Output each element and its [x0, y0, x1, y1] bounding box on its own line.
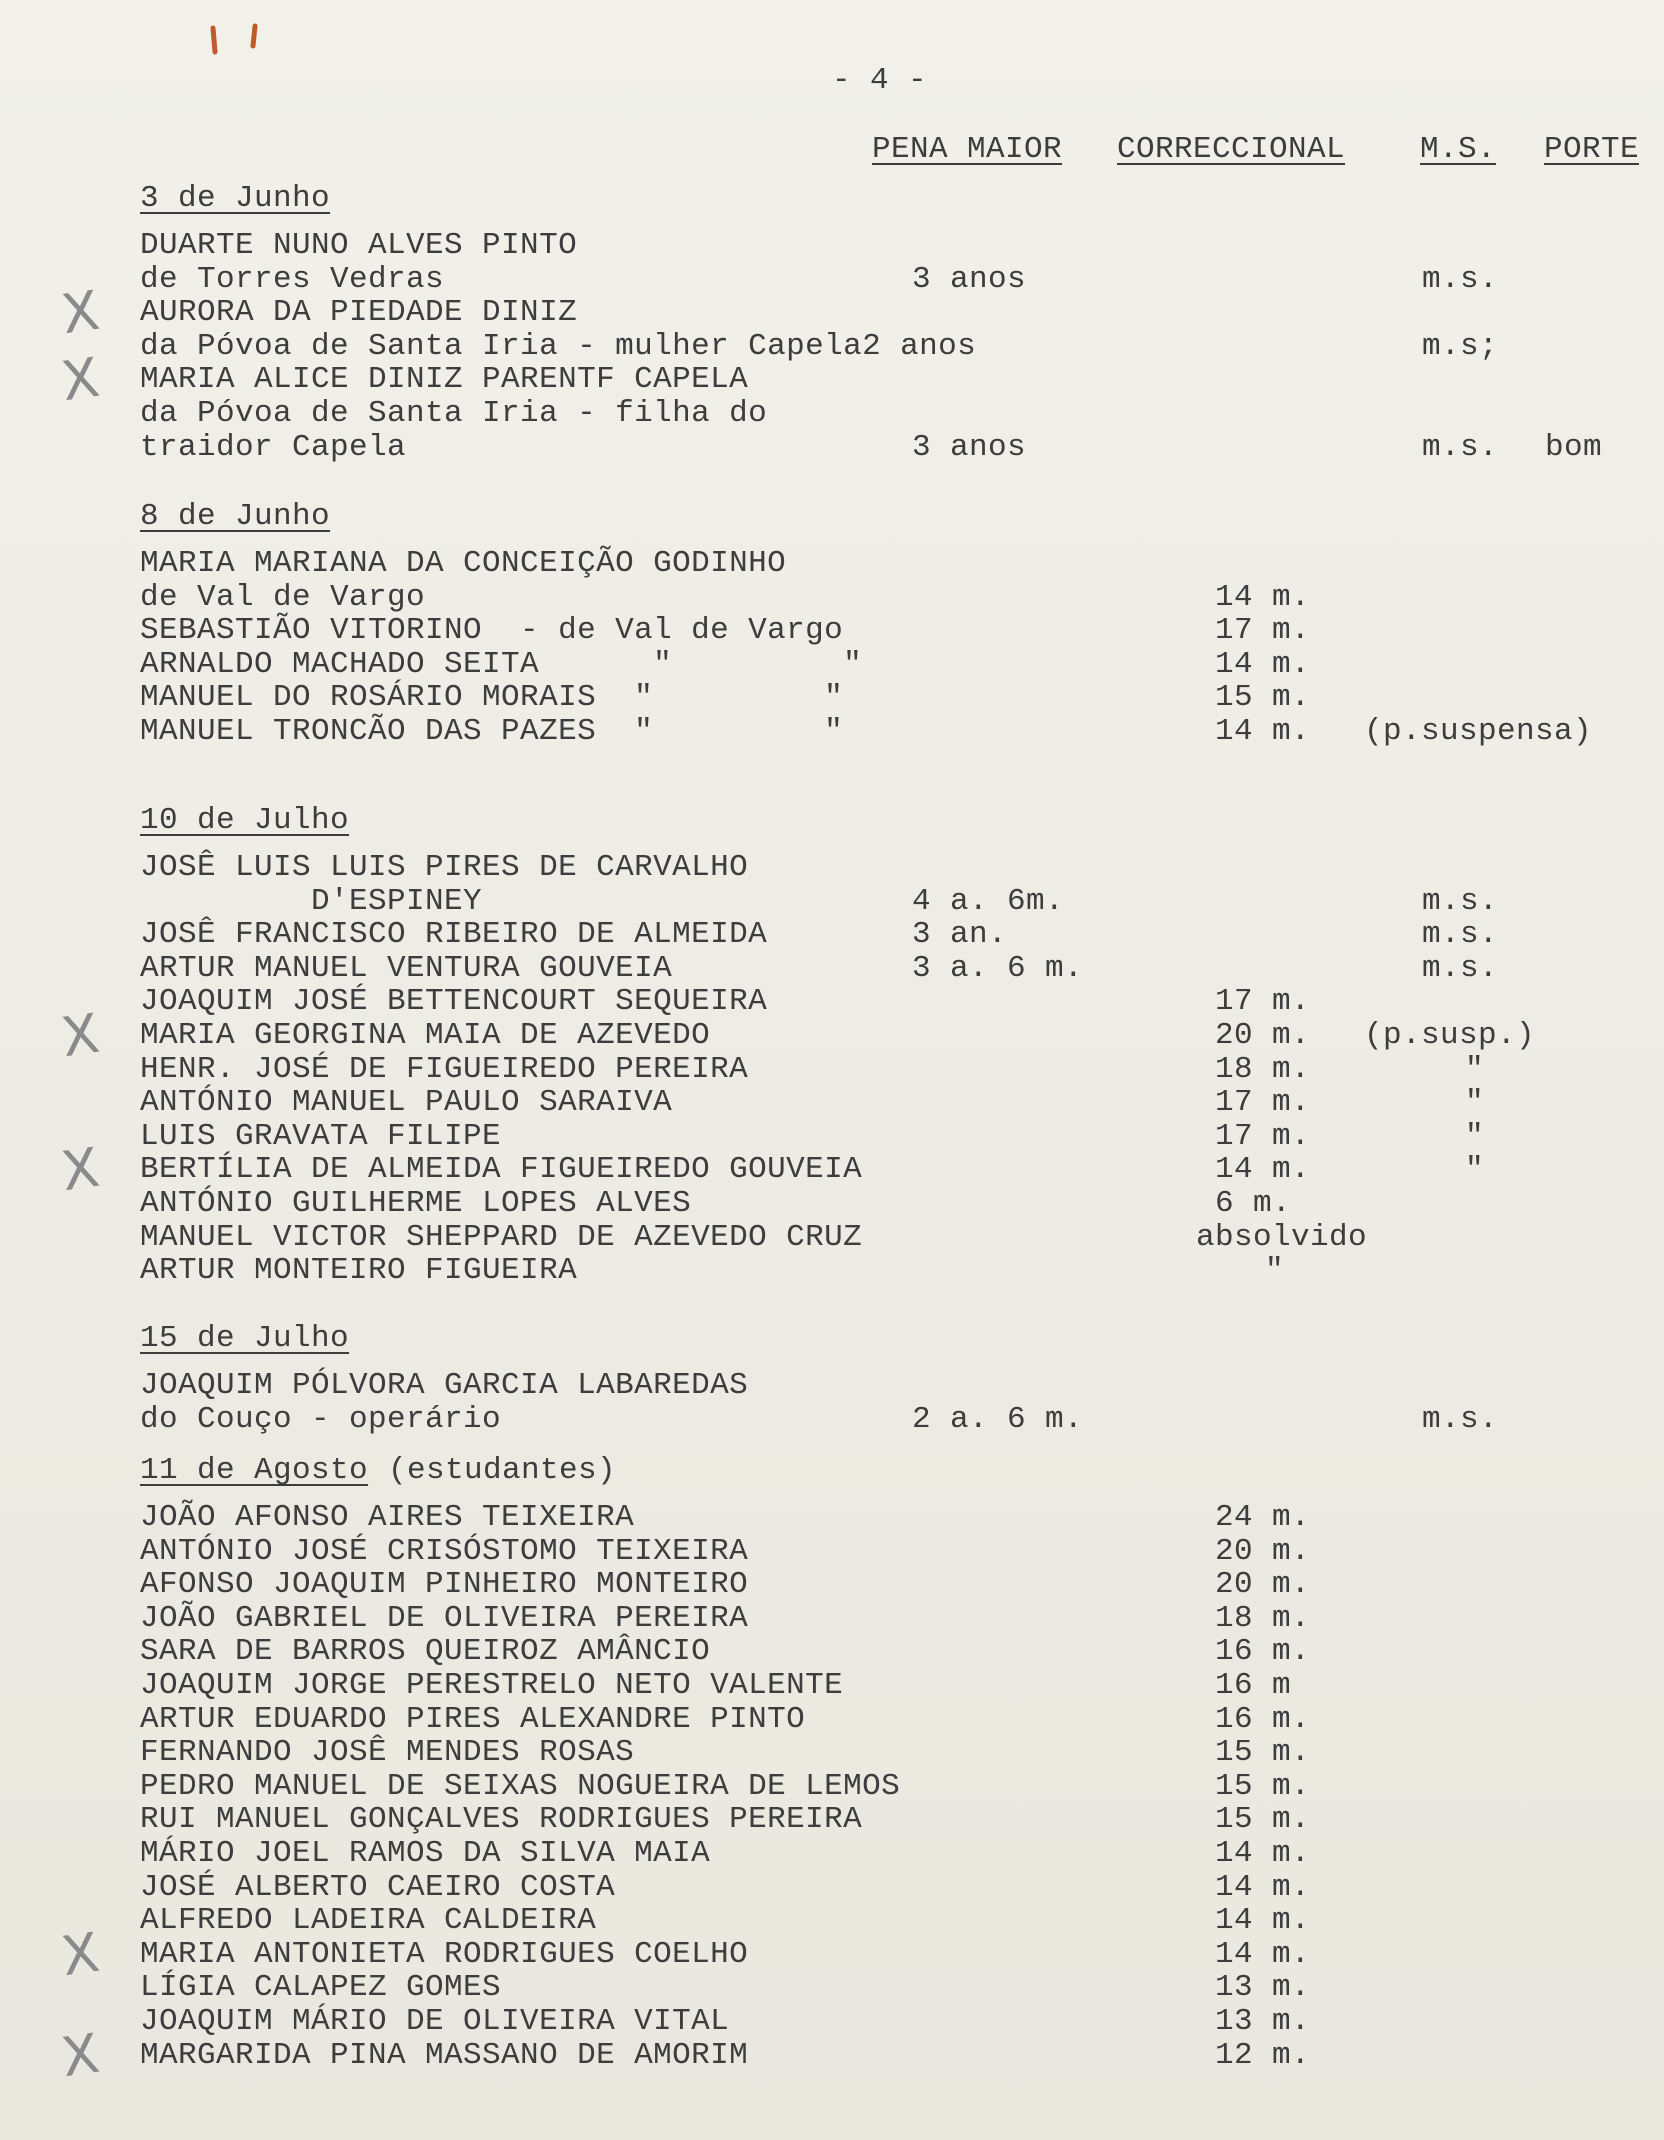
entry-name: da Póvoa de Santa Iria - mulher Capela2 anos: [140, 328, 977, 364]
entry-name: LÍGIA CALAPEZ GOMES: [140, 1970, 502, 2006]
entry-name: ALFREDO LADEIRA CALDEIRA: [140, 1903, 597, 1939]
entry-name: MARGARIDA PINA MASSANO DE AMORIM: [140, 2037, 749, 2073]
entry-name: ANTÓNIO JOSÉ CRISÓSTOMO TEIXEIRA: [140, 1533, 749, 1569]
entry-name: MANUEL VICTOR SHEPPARD DE AZEVEDO CRUZ: [140, 1219, 863, 1255]
entry-note: ": [1465, 1118, 1485, 1154]
entry-name: RUI MANUEL GONÇALVES RODRIGUES PEREIRA: [140, 1802, 863, 1838]
section-date: 11 de Agosto: [140, 1453, 369, 1488]
entry-ms: m.s.: [1422, 917, 1499, 953]
entry-ms: m.s.: [1422, 429, 1499, 465]
section-date: 8 de Junho: [140, 499, 331, 534]
entry-correccional: 17 m.: [1215, 1118, 1311, 1154]
entry-name: BERTÍLIA DE ALMEIDA FIGUEIREDO GOUVEIA: [140, 1152, 863, 1188]
entry-name: JOAQUIM JORGE PERESTRELO NETO VALENTE: [140, 1668, 844, 1703]
entry-name: MARIA MARIANA DA CONCEIÇÃO GODINHO: [140, 546, 787, 581]
entry-name: traidor Capela: [140, 429, 407, 465]
entry-name: de Torres Vedras: [140, 261, 445, 297]
entry-name: ANTÓNIO MANUEL PAULO SARAIVA: [140, 1085, 673, 1121]
entry-name: MARIA GEORGINA MAIA DE AZEVEDO: [140, 1018, 711, 1053]
entry-pena-maior: 4 a. 6m.: [912, 883, 1065, 919]
entry-name: ANTÓNIO GUILHERME LOPES ALVES: [140, 1186, 692, 1221]
page-number: - 4 -: [832, 63, 928, 98]
entry-name: MARIA ANTONIETA RODRIGUES COELHO: [140, 1936, 749, 1972]
entry-name: JOSÊ FRANCISCO RIBEIRO DE ALMEIDA: [140, 917, 768, 953]
entry-correccional: 20 m.: [1215, 1018, 1311, 1053]
header-porte: PORTE: [1544, 132, 1640, 167]
entry-name: MANUEL DO ROSÁRIO MORAIS " ": [140, 680, 844, 716]
entry-name: JOSÉ ALBERTO CAEIRO COSTA: [140, 1869, 616, 1905]
entry-name: MÁRIO JOEL RAMOS DA SILVA MAIA: [140, 1836, 711, 1871]
entry-correccional: 18 m.: [1215, 1600, 1311, 1636]
entry-correccional: 14 m.: [1215, 1869, 1311, 1905]
entry-correccional: 17 m.: [1215, 613, 1311, 649]
check-mark: X: [57, 1001, 104, 1070]
check-mark: X: [57, 1920, 104, 1989]
entry-name: HENR. JOSÉ DE FIGUEIREDO PEREIRA: [140, 1051, 749, 1087]
entry-name: JOSÊ LUIS LUIS PIRES DE CARVALHO: [140, 850, 749, 885]
section-date-suffix: (estudantes): [388, 1453, 617, 1488]
section-date: 3 de Junho: [140, 181, 331, 216]
entry-correccional: 14 m.: [1215, 579, 1311, 615]
entry-correccional: 17 m.: [1215, 984, 1311, 1020]
entry-correccional: 16 m.: [1215, 1634, 1311, 1670]
entry-name: JOAQUIM PÓLVORA GARCIA LABAREDAS: [140, 1368, 749, 1403]
entry-ms: m.s.: [1422, 883, 1499, 919]
entry-note: ": [1465, 1051, 1485, 1087]
entry-correccional: 15 m.: [1215, 1768, 1311, 1804]
section-date: 10 de Julho: [140, 803, 350, 838]
entry-note: (p.susp.): [1364, 1018, 1536, 1053]
entry-correccional: 15 m.: [1215, 1802, 1311, 1838]
check-mark: X: [57, 346, 104, 414]
entry-ms: m.s.: [1422, 950, 1499, 986]
entry-correccional: 14 m.: [1215, 714, 1311, 749]
entry-correccional: 18 m.: [1215, 1051, 1311, 1087]
entry-name: SARA DE BARROS QUEIROZ AMÂNCIO: [140, 1634, 711, 1670]
entry-pena-maior: 3 a. 6 m.: [912, 950, 1084, 986]
entry-name: ARTUR MANUEL VENTURA GOUVEIA: [140, 950, 673, 986]
entry-correccional: 17 m.: [1215, 1085, 1311, 1121]
entry-name: do Couço - operário: [140, 1401, 502, 1437]
entry-correccional: 6 m.: [1215, 1186, 1292, 1221]
entry-name: FERNANDO JOSÊ MENDES ROSAS: [140, 1735, 635, 1771]
header-pena-maior: PENA MAIOR: [872, 132, 1063, 167]
check-mark: X: [57, 1136, 104, 1204]
entry-pena-maior: 3 anos: [912, 261, 1027, 297]
entry-name: MARIA ALICE DINIZ PARENTF CAPELA: [140, 362, 749, 398]
entry-pena-maior: 3 an.: [912, 917, 1008, 953]
entry-name: DUARTE NUNO ALVES PINTO: [140, 228, 578, 263]
entry-name: ARNALDO MACHADO SEITA " ": [140, 646, 863, 682]
entry-name: D'ESPINEY: [140, 883, 483, 919]
entry-correccional: 16 m.: [1215, 1701, 1311, 1737]
entry-correccional: 15 m.: [1215, 1735, 1311, 1771]
ink-marks: [205, 22, 275, 58]
entry-name: de Val de Vargo: [140, 579, 426, 615]
entry-ms: m.s.: [1422, 261, 1499, 297]
entry-note: ": [1465, 1152, 1485, 1188]
entry-correccional: 14 m.: [1215, 1903, 1311, 1939]
entry-correccional: 16 m: [1215, 1668, 1292, 1703]
entry-name: ARTUR EDUARDO PIRES ALEXANDRE PINTO: [140, 1701, 806, 1737]
entry-ms: m.s;: [1422, 328, 1499, 364]
check-mark: X: [57, 278, 104, 347]
entry-correccional: 12 m.: [1215, 2037, 1311, 2073]
entry-correccional: ": [1265, 1253, 1285, 1289]
entry-correccional: 13 m.: [1215, 1970, 1311, 2006]
entry-name: AFONSO JOAQUIM PINHEIRO MONTEIRO: [140, 1567, 749, 1603]
entry-name: PEDRO MANUEL DE SEIXAS NOGUEIRA DE LEMOS: [140, 1768, 901, 1804]
entry-name: da Póvoa de Santa Iria - filha do: [140, 396, 768, 431]
entry-correccional: 14 m.: [1215, 1936, 1311, 1972]
entry-correccional: 20 m.: [1215, 1567, 1311, 1603]
entry-correccional: 24 m.: [1215, 1500, 1311, 1535]
section-date: 15 de Julho: [140, 1321, 350, 1356]
entry-name: MANUEL TRONCÃO DAS PAZES " ": [140, 714, 844, 749]
entry-correccional: 14 m.: [1215, 1836, 1311, 1871]
header-ms: M.S.: [1420, 132, 1497, 167]
entry-name: JOÃO AFONSO AIRES TEIXEIRA: [140, 1500, 635, 1535]
header-correccional: CORRECCIONAL: [1117, 132, 1346, 167]
check-mark: X: [57, 2021, 104, 2089]
entry-name: AURORA DA PIEDADE DINIZ: [140, 295, 578, 331]
entry-name: JOAQUIM JOSÉ BETTENCOURT SEQUEIRA: [140, 984, 768, 1020]
entry-correccional: 13 m.: [1215, 2004, 1311, 2039]
entry-note: ": [1465, 1085, 1485, 1121]
entry-correccional: 15 m.: [1215, 680, 1311, 716]
entry-porte: bom: [1545, 429, 1603, 465]
entry-pena-maior: 3 anos: [912, 429, 1027, 465]
entry-name: LUIS GRAVATA FILIPE: [140, 1118, 502, 1154]
entry-name: JOÃO GABRIEL DE OLIVEIRA PEREIRA: [140, 1600, 749, 1636]
entry-correccional: 14 m.: [1215, 1152, 1311, 1188]
entry-pena-maior: 2 a. 6 m.: [912, 1401, 1084, 1437]
entry-name: ARTUR MONTEIRO FIGUEIRA: [140, 1253, 578, 1289]
entry-correccional: 14 m.: [1215, 646, 1311, 682]
entry-note: (p.suspensa): [1364, 714, 1593, 749]
entry-correccional: absolvido: [1196, 1219, 1368, 1255]
entry-ms: m.s.: [1422, 1401, 1499, 1437]
entry-correccional: 20 m.: [1215, 1533, 1311, 1569]
entry-name: SEBASTIÃO VITORINO - de Val de Vargo: [140, 613, 844, 649]
entry-name: JOAQUIM MÁRIO DE OLIVEIRA VITAL: [140, 2004, 730, 2039]
